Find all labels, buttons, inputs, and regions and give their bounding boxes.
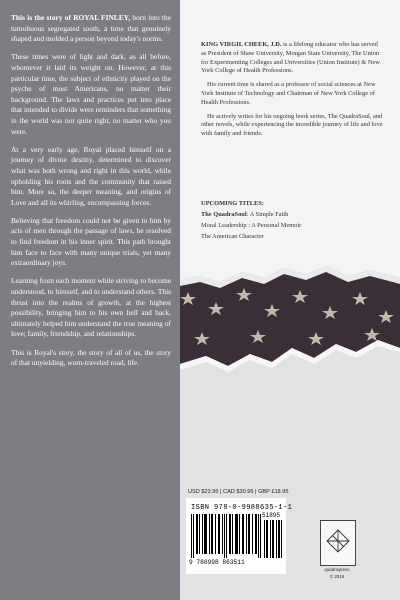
upcoming-titles <box>201 198 383 242</box>
upcoming-title-bold: The QuadraSoul <box>201 211 247 218</box>
author-name: KING VIRGIL CHEEK, J.D. <box>201 41 282 48</box>
copyright-year: © 2019 <box>329 574 345 579</box>
author-panel <box>180 0 400 600</box>
synopsis-panel <box>0 0 180 600</box>
publisher-name: quadrispress <box>324 567 350 572</box>
author-bio <box>201 41 383 144</box>
price-line: USD $22.95 | CAD $30.95 | GBP £18.95 <box>188 489 289 495</box>
barcode-bars-icon <box>191 514 261 558</box>
publisher-logo <box>320 520 356 566</box>
upcoming-title-item <box>201 220 383 231</box>
synopsis-text <box>11 13 171 376</box>
synopsis-paragraph: At a very early age, Royal placed himself on a journey of divine destiny, determined to discover what was both wrong and right in this world, while upholding his roots and the community that raised him. More so, the deeper meaning, and origins of Love and all its whirling, encompassing forces. <box>11 144 171 207</box>
author-bio-intro <box>201 41 383 76</box>
synopsis-paragraph: These times were of light and dark, as all before, whomever it laid its weight on. However, at this particular time, the subject of ethnicity played on the psyche of most Americans, no matter their background. The laws and practices put into place that intended to divide were reminders that something in the world was not quite right, no matter who you were. <box>11 52 171 136</box>
author-bio-paragraph: His current time is shared as a professor of social sciences at New York Institute of Technology and Chairman of New York College of Health Professions. <box>201 81 376 106</box>
synopsis-paragraph: Believing that freedom could not be given to him by acts of men through the passage of laws, he resolved to find freedom in his inner spirit. This path brought him face to face with many unique trials, yet many extraordinary joys. <box>11 215 171 268</box>
upcoming-heading: UPCOMING TITLES: <box>201 200 264 207</box>
upcoming-title-rest: : A Simple Faith <box>246 211 289 218</box>
barcode-addon-number: 51895 <box>262 512 281 519</box>
upcoming-title-rest: The American Character <box>201 233 264 240</box>
synopsis-paragraph: Learning from each moment while striving to become understood, to himself, and to understand others. This thrust into the realms of growth, at the highest possibility, bringing him to his own hell and back, ultimately helped him understand the true meaning of love; family, friendship, and relationships. <box>11 276 171 339</box>
synopsis-lead-rest: born into the tumultuous segregated south, a time that genuinely shaped and molded a person beyond today's norms. <box>11 13 171 44</box>
barcode-addon-bars-icon <box>264 520 282 558</box>
publisher-logo-icon <box>321 521 355 565</box>
synopsis-lead: This is the story of ROYAL FINLEY, <box>11 13 131 22</box>
upcoming-title-rest: Moral Leadership : A Personal Memoir <box>201 222 302 229</box>
torn-paper-flag-art <box>180 240 400 380</box>
author-bio-intro-rest: is a lifelong educator who has served as President of Shaw University, Morgan State University, The Union for Experimenting Colleges and Universities (Union Institute) & New York College of Health Professions. <box>201 41 380 75</box>
author-bio-paragraph: He actively writes for his ongoing book series, The QuadraSoul, and other novels, while experiencing the incredible journey of life and love with family and friends. <box>201 112 383 138</box>
isbn-top-line: ISBN 978-0-9988635-1-1 <box>191 504 293 512</box>
upcoming-title-item <box>201 209 383 220</box>
isbn-barcode <box>186 498 293 574</box>
isbn-digits: 9 780998 863511 <box>189 559 245 566</box>
synopsis-paragraph: This is Royal's story, the story of all of us, the story of that unyielding, worn-traveled road, life. <box>11 347 171 368</box>
synopsis-lead-paragraph <box>11 13 171 45</box>
